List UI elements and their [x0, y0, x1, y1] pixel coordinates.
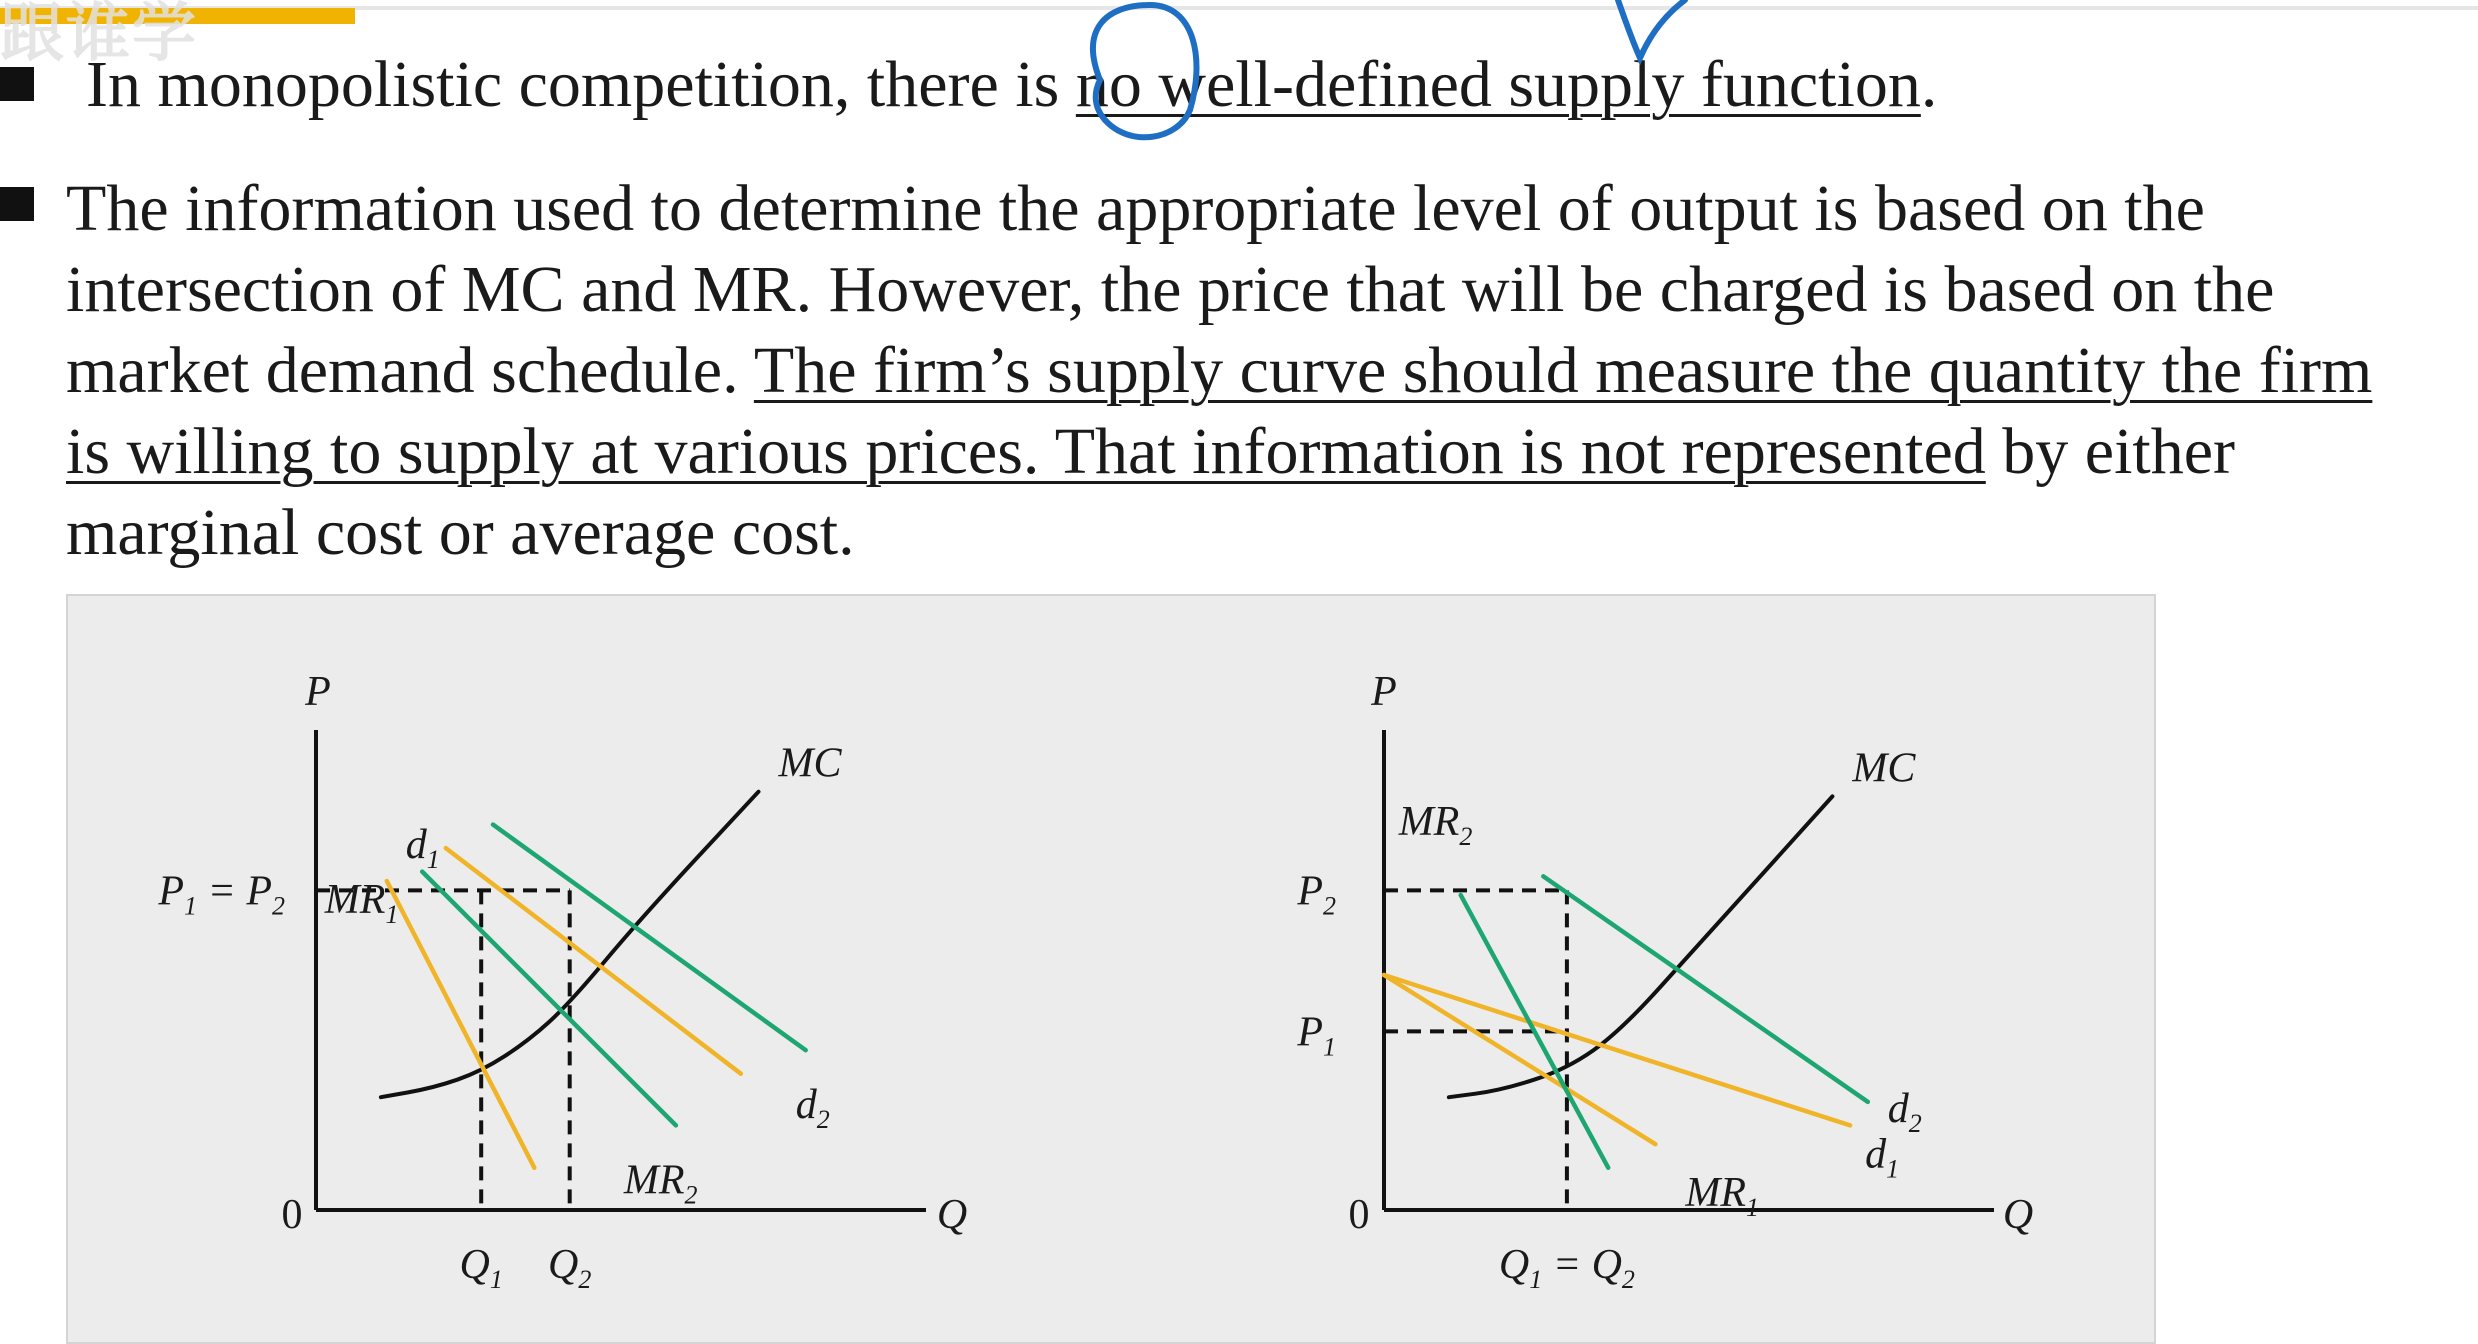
curve-label-d1-base: d — [1865, 1131, 1887, 1178]
curve-d1 — [1384, 975, 1850, 1125]
curve-mr1 — [387, 881, 535, 1168]
quantity-label-0-mid: = — [1542, 1242, 1592, 1288]
curve-label-mc — [778, 741, 843, 787]
watermark-logo: 跟谁学 — [0, 0, 198, 62]
curve-label-mr1-sub: 1 — [1746, 1193, 1760, 1223]
bullet-2-line-3-underlined: The firm’s supply curve should measure the quantity the firm — [753, 334, 2373, 407]
curve-label-mc — [1851, 745, 1916, 791]
curve-label-mc-base: MC — [1852, 745, 1916, 792]
y-axis-label: P — [1371, 669, 1397, 715]
price-label-0-sub: 1 — [184, 891, 197, 921]
y-axis-label: P — [305, 669, 331, 715]
curve-label-mr1-base: MR — [324, 877, 386, 923]
price-label-0-mid: = — [197, 868, 247, 915]
curve-label-mr1-sub: 1 — [385, 900, 399, 929]
curve-label-d2-sub: 2 — [1908, 1108, 1922, 1138]
origin-label: 0 — [1348, 1192, 1370, 1238]
curve-label-mr1 — [1684, 1170, 1759, 1222]
curve-label-d2-base: d — [795, 1082, 817, 1129]
quantity-label-0-base: Q — [1498, 1242, 1530, 1288]
curve-label-d2-sub: 2 — [816, 1105, 830, 1135]
price-label-0 — [157, 868, 285, 920]
price-label-1 — [1296, 1009, 1336, 1061]
quantity-label-0-base2: Q — [1591, 1242, 1622, 1288]
curve-d2 — [1543, 876, 1868, 1102]
curve-label-d1-sub: 1 — [426, 845, 440, 875]
curve-label-d2 — [796, 1082, 830, 1134]
bullet-2-line-5: marginal cost or average cost. — [66, 496, 855, 569]
price-label-0-sub2: 2 — [272, 891, 285, 921]
bullet-1-post: . — [1920, 48, 1938, 121]
curve-label-d1-sub: 1 — [1886, 1154, 1900, 1184]
bullet-2-line-1: The information used to determine the appropriate level of output is based on the — [66, 172, 2205, 245]
price-label-0-base: P — [1297, 868, 1323, 915]
origin-label: 0 — [281, 1192, 303, 1238]
bullet-2-line-2: intersection of MC and MR. However, the price that will be charged is based on the — [66, 253, 2275, 326]
curve-label-mc-base: MC — [778, 740, 842, 787]
curve-label-mr1-base: MR — [1685, 1170, 1747, 1217]
curve-label-mr2-base: MR — [623, 1157, 685, 1204]
curve-label-mr2 — [1398, 799, 1473, 851]
price-label-1-base: P — [1297, 1009, 1323, 1056]
quantity-label-0 — [1499, 1242, 1635, 1294]
quantity-label-0-base: Q — [459, 1242, 490, 1288]
curve-label-mr2 — [623, 1157, 698, 1209]
price-label-0-base2: P — [246, 868, 272, 915]
price-label-0-base: P — [158, 868, 184, 915]
price-label-1-sub: 1 — [1323, 1032, 1336, 1062]
price-label-0 — [1296, 868, 1336, 920]
quantity-label-0-sub2: 2 — [1621, 1265, 1635, 1294]
curve-label-d1 — [1865, 1131, 1899, 1183]
bullet-2-line-4-post: by either — [1985, 415, 2236, 488]
curve-label-mr2-sub: 2 — [684, 1180, 698, 1210]
chart-left — [157, 669, 967, 1294]
curve-label-d2-base: d — [1887, 1085, 1909, 1132]
quantity-label-1-base: Q — [548, 1242, 579, 1288]
curve-d2 — [493, 825, 806, 1051]
chart-right — [1296, 669, 2033, 1294]
curve-mr2 — [422, 872, 676, 1126]
bullet-1-underlined: no well-defined supply function — [1075, 48, 1921, 121]
curve-label-d2 — [1888, 1086, 1922, 1138]
curve-label-d1-base: d — [405, 822, 427, 869]
quantity-label-0-sub: 1 — [1529, 1265, 1543, 1294]
curve-label-d1 — [406, 822, 440, 874]
quantity-label-0-sub: 1 — [489, 1265, 503, 1294]
x-axis-label: Q — [936, 1192, 968, 1238]
curve-label-mr2-base: MR — [1398, 799, 1460, 846]
price-label-0-sub: 2 — [1323, 891, 1336, 921]
x-axis-label: Q — [2002, 1192, 2034, 1238]
bullet-1-pre: In monopolistic competition, there is — [86, 48, 1076, 121]
quantity-label-1 — [548, 1242, 591, 1294]
bullet-2-line-3-pre: market demand schedule. — [66, 334, 754, 407]
bullet-2-line-4-underlined: is willing to supply at various prices. That information is not represented — [66, 415, 1986, 488]
quantity-label-1-sub: 2 — [578, 1265, 592, 1294]
curve-label-mr2-sub: 2 — [1459, 822, 1473, 852]
quantity-label-0 — [460, 1242, 503, 1294]
